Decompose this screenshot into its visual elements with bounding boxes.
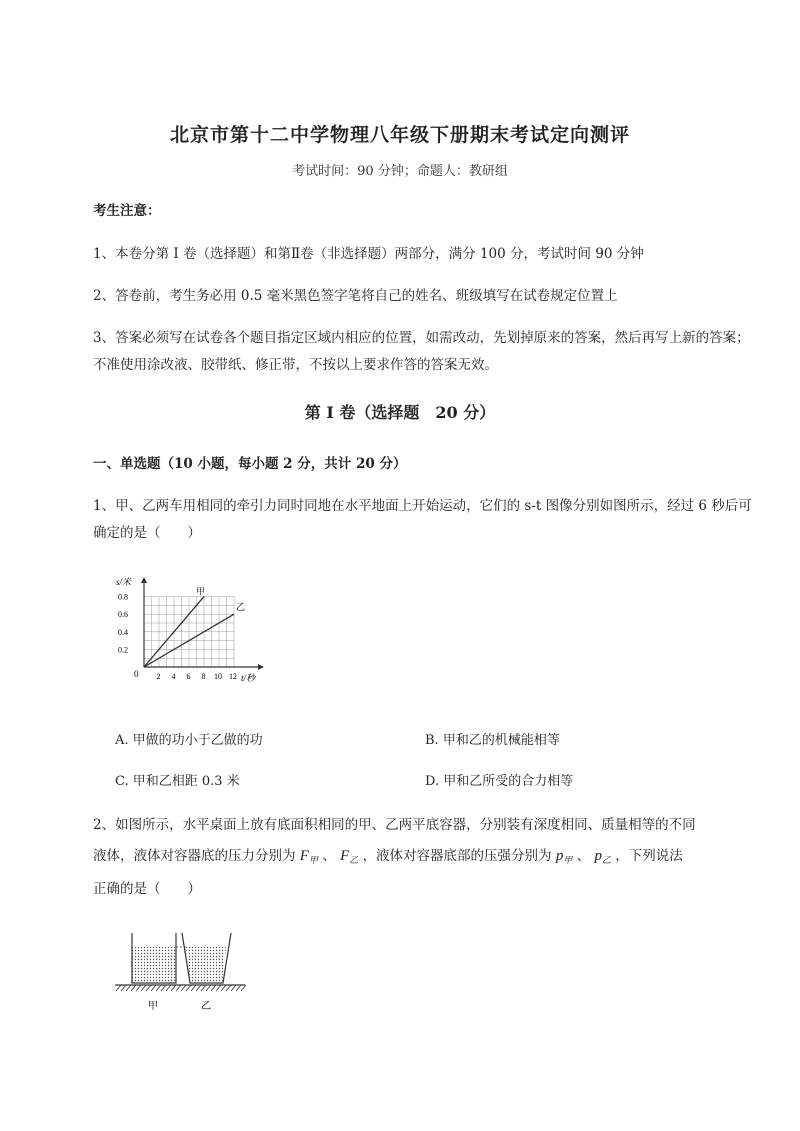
y-tick-label: 0.4 bbox=[118, 627, 128, 637]
hatch-line bbox=[216, 985, 221, 991]
q2-containers-figure bbox=[110, 925, 250, 1020]
graph-grid bbox=[144, 597, 234, 667]
y-axis-label: s/米 bbox=[116, 577, 132, 587]
x-axis-label: t/秒 bbox=[241, 673, 256, 683]
x-tick-label: 10 bbox=[214, 672, 222, 681]
hatch-line bbox=[221, 985, 226, 991]
hatch-line bbox=[161, 985, 166, 991]
pressure-symbol-yi bbox=[594, 848, 611, 864]
q1-option-d[interactable]: D. 甲和乙所受的合力相等 bbox=[425, 774, 574, 789]
x-tick-label: 2 bbox=[156, 672, 161, 681]
exam-info: 考试时间：90 分钟；命题人：教研组 bbox=[292, 164, 508, 179]
liquid-yi bbox=[186, 947, 226, 982]
force-symbol-jia bbox=[300, 848, 318, 864]
hatch-line bbox=[186, 985, 191, 991]
hatch-line bbox=[116, 985, 121, 991]
series-label-yi: 乙 bbox=[236, 602, 246, 613]
series-label-jia: 甲 bbox=[196, 586, 206, 597]
hatch-line bbox=[141, 985, 146, 991]
origin-label: 0 bbox=[134, 669, 139, 679]
q2-text-b: ，液体对容器底部的压强分别为 bbox=[362, 848, 552, 864]
section-title: 第 I 卷（选择题 20 分） bbox=[304, 403, 496, 422]
y-tick-label: 0.6 bbox=[118, 610, 128, 620]
notice-item-3: 3、答案必须写在试卷各个题目指定区域内相应的位置，如需改动，先划掉原来的答案，然后再写上新的答案；不准使用涂改液、胶带纸、修正带，不按以上要求作答的答案无效。 bbox=[93, 330, 750, 373]
q2-text-a: 液体，液体对容器底的压力分别为 bbox=[93, 848, 296, 864]
table-hatching bbox=[116, 985, 246, 991]
notice-heading: 考生注意： bbox=[93, 203, 161, 219]
hatch-line bbox=[241, 985, 246, 991]
hatch-line bbox=[176, 985, 181, 991]
x-tick-label: 6 bbox=[186, 672, 191, 681]
hatch-line bbox=[211, 985, 216, 991]
notice-item-2: 2、答卷前，考生务必用 0.5 毫米黑色签字笔将自己的姓名、班级填写在试卷规定位置上 bbox=[93, 288, 618, 304]
hatch-line bbox=[131, 985, 136, 991]
hatch-line bbox=[236, 985, 241, 991]
separator: 、 bbox=[576, 848, 591, 864]
subscript-jia: 甲 bbox=[563, 855, 573, 865]
x-tick-label: 12 bbox=[229, 672, 237, 681]
y-tick-label: 0.8 bbox=[118, 592, 128, 602]
hatch-line bbox=[226, 985, 231, 991]
hatch-line bbox=[196, 985, 201, 991]
hatch-line bbox=[126, 985, 131, 991]
force-symbol-yi bbox=[340, 848, 358, 864]
hatch-line bbox=[151, 985, 156, 991]
subscript-jia: 甲 bbox=[308, 855, 318, 865]
q1-stem: 1、甲、乙两车用相同的牵引力同时同地在水平地面上开始运动，它们的 s-t 图像分别如图所示，经过 6 秒后可确定的是（ ） bbox=[93, 498, 752, 541]
x-tick-label: 4 bbox=[171, 672, 176, 681]
symbol-p: p bbox=[555, 848, 564, 864]
hatch-line bbox=[171, 985, 176, 991]
hatch-line bbox=[156, 985, 161, 991]
q2-stem-line3: 正确的是（ ） bbox=[93, 881, 201, 897]
hatch-line bbox=[201, 985, 206, 991]
label-jia: 甲 bbox=[148, 1001, 158, 1012]
hatch-line bbox=[136, 985, 141, 991]
q1-st-graph bbox=[110, 575, 270, 690]
y-tick-label: 0.2 bbox=[118, 645, 128, 655]
q2-stem-line1: 2、如图所示，水平桌面上放有底面积相同的甲、乙两平底容器，分别装有深度相同、质量相等的不同 bbox=[93, 817, 696, 833]
q1-option-b[interactable]: B. 甲和乙的机械能相等 bbox=[425, 733, 560, 748]
hatch-line bbox=[181, 985, 186, 991]
x-axis-arrow bbox=[258, 664, 264, 670]
question-group-title: 一、单选题（10 小题，每小题 2 分，共计 20 分） bbox=[93, 456, 407, 472]
hatch-line bbox=[146, 985, 151, 991]
symbol-F: F bbox=[340, 848, 350, 864]
q1-option-c[interactable]: C. 甲和乙相距 0.3 米 bbox=[115, 774, 240, 789]
label-yi: 乙 bbox=[201, 1001, 211, 1012]
q1-option-a[interactable]: A. 甲做的功小于乙做的功 bbox=[115, 733, 263, 748]
hatch-line bbox=[166, 985, 171, 991]
q2-text-c: ，下列说法 bbox=[615, 848, 683, 864]
symbol-F: F bbox=[299, 848, 309, 864]
pressure-symbol-jia bbox=[556, 848, 573, 864]
symbol-p: p bbox=[594, 848, 602, 864]
hatch-line bbox=[121, 985, 126, 991]
liquid-jia bbox=[132, 947, 176, 982]
hatch-line bbox=[206, 985, 211, 991]
subscript-yi: 乙 bbox=[601, 855, 611, 865]
hatch-line bbox=[231, 985, 236, 991]
x-tick-label: 8 bbox=[201, 672, 206, 681]
notice-item-1: 1、本卷分第 I 卷（选择题）和第Ⅱ卷（非选择题）两部分，满分 100 分，考试时间 90 分钟 bbox=[93, 246, 644, 262]
separator: 、 bbox=[322, 848, 336, 864]
subscript-yi: 乙 bbox=[349, 855, 359, 865]
page-title: 北京市第十二中学物理八年级下册期末考试定向测评 bbox=[169, 124, 630, 146]
hatch-line bbox=[191, 985, 196, 991]
y-axis-arrow bbox=[141, 577, 147, 583]
q2-stem-line2 bbox=[93, 843, 753, 874]
